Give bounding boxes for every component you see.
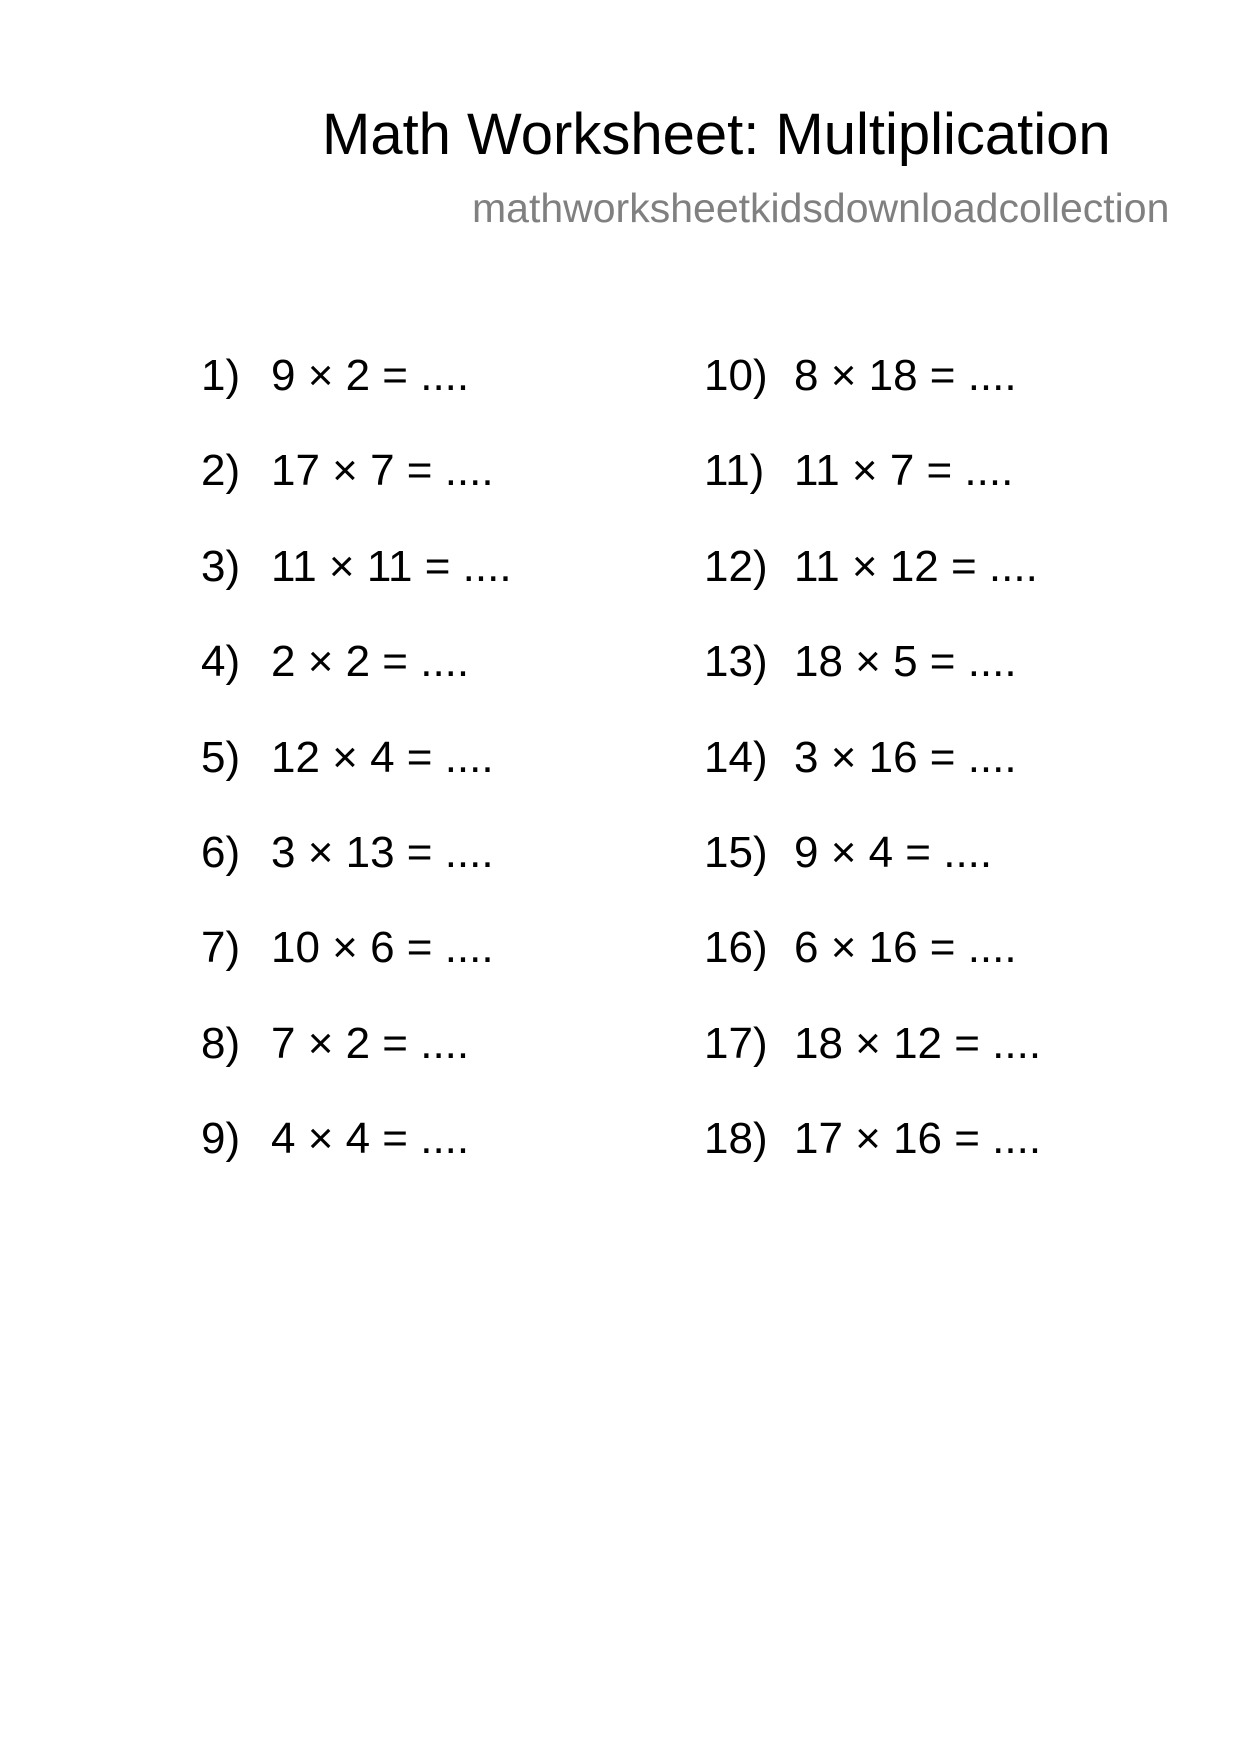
problem-number: 17) xyxy=(704,1018,768,1068)
problem-item xyxy=(704,348,1041,443)
problem-item xyxy=(704,1111,1041,1206)
problem-expression: 10 × 6 = .... xyxy=(271,923,494,973)
problem-item xyxy=(201,1111,512,1206)
problem-expression: 7 × 2 = .... xyxy=(271,1018,470,1068)
problem-expression: 11 × 12 = .... xyxy=(794,541,1038,591)
problem-expression: 8 × 18 = .... xyxy=(794,351,1017,400)
problem-expression: 11 × 11 = .... xyxy=(271,541,512,591)
problem-expression: 17 × 7 = .... xyxy=(271,446,494,496)
problem-item xyxy=(201,920,512,1015)
problem-item xyxy=(201,348,512,443)
problem-column-left xyxy=(201,348,512,1207)
problem-number: 2) xyxy=(201,446,241,496)
problem-expression: 9 × 2 = .... xyxy=(271,351,470,400)
problem-item xyxy=(704,730,1041,825)
problem-number: 16) xyxy=(704,923,768,973)
problem-number: 4) xyxy=(201,637,241,687)
problem-item xyxy=(704,825,1041,920)
problem-number: 5) xyxy=(201,732,241,782)
problem-item xyxy=(201,634,512,729)
problem-item xyxy=(704,634,1041,729)
problem-number: 11) xyxy=(704,446,765,496)
problem-item xyxy=(704,920,1041,1015)
problem-expression: 6 × 16 = .... xyxy=(794,923,1017,973)
problem-expression: 9 × 4 = .... xyxy=(794,827,993,877)
page-subtitle: mathworksheetkidsdownloadcollection xyxy=(472,185,1170,231)
problem-number: 3) xyxy=(201,541,241,591)
problem-item xyxy=(201,1016,512,1111)
problem-column-right xyxy=(704,348,1041,1207)
problem-item xyxy=(201,539,512,634)
problem-expression: 18 × 12 = .... xyxy=(794,1018,1042,1068)
problem-number: 8) xyxy=(201,1018,241,1068)
problem-number: 10) xyxy=(704,351,768,400)
problem-expression: 17 × 16 = .... xyxy=(794,1114,1042,1164)
problem-item xyxy=(704,539,1041,634)
problem-number: 12) xyxy=(704,541,768,591)
problem-item xyxy=(201,825,512,920)
problem-number: 14) xyxy=(704,732,768,782)
problem-expression: 12 × 4 = .... xyxy=(271,732,494,782)
problem-number: 6) xyxy=(201,827,241,877)
problem-number: 1) xyxy=(201,351,241,400)
problem-number: 18) xyxy=(704,1114,768,1164)
problem-expression: 18 × 5 = .... xyxy=(794,637,1017,687)
problem-number: 15) xyxy=(704,827,768,877)
problem-item xyxy=(201,730,512,825)
problem-item xyxy=(704,443,1041,538)
problem-expression: 11 × 7 = .... xyxy=(794,446,1014,496)
problem-expression: 4 × 4 = .... xyxy=(271,1114,470,1164)
problem-item xyxy=(704,1016,1041,1111)
problem-number: 7) xyxy=(201,923,241,973)
page-title: Math Worksheet: Multiplication xyxy=(322,102,1111,167)
problem-number: 13) xyxy=(704,637,768,687)
problem-item xyxy=(201,443,512,538)
problem-expression: 3 × 13 = .... xyxy=(271,827,494,877)
problem-expression: 3 × 16 = .... xyxy=(794,732,1017,782)
problem-expression: 2 × 2 = .... xyxy=(271,637,470,687)
problem-number: 9) xyxy=(201,1114,241,1164)
